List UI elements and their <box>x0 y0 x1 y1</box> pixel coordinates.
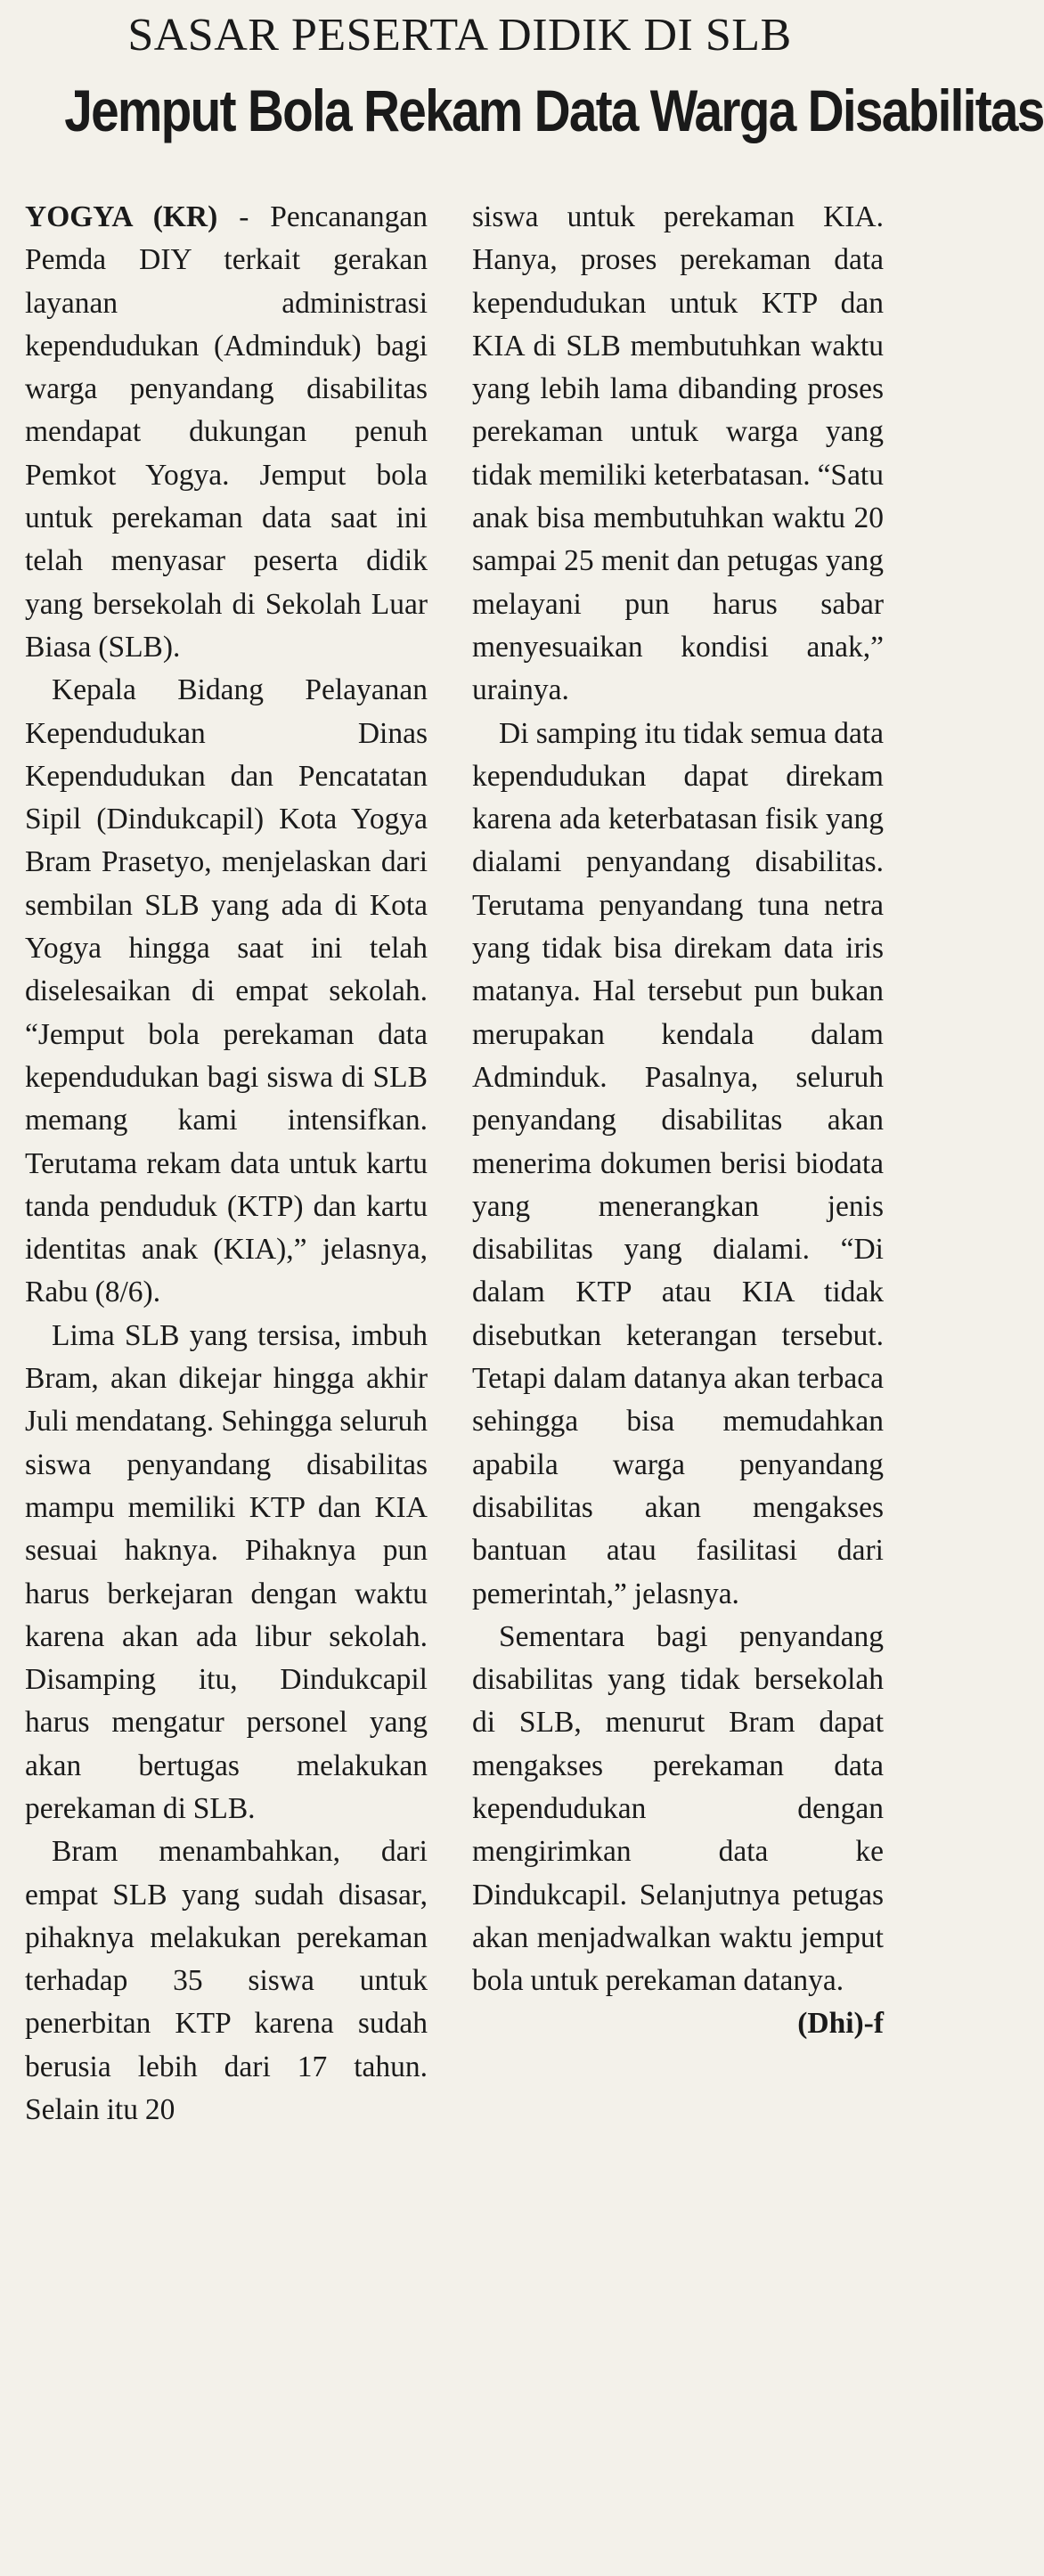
article-column-left <box>25 196 428 2132</box>
article-paragraph-3: Lima SLB yang tersisa, imbuh Bram, akan dikejar hingga akhir Juli mendatang. Sehingga seluruh siswa penyandang disabilitas mampu memiliki KTP dan KIA sesuai haknya. Pihaknya pun harus berkejaran dengan waktu karena akan ada libur sekolah. Disamping itu, Dindukcapil harus mengatur personel yang akan bertugas melakukan perekaman di SLB. <box>25 1318 428 1825</box>
article-paragraph-4-continued: siswa untuk perekaman KIA. Hanya, proses perekaman data kependudukan untuk KTP dan KIA di SLB membutuhkan waktu yang lebih lama dibanding proses perekaman untuk warga yang tidak memiliki keterbatasan. “Satu anak bisa membutuhkan waktu 20 sampai 25 menit dan petugas yang melayani pun harus sabar menyesuaikan kondisi anak,” urainya. <box>472 200 884 707</box>
article-paragraph-2: Kepala Bidang Pelayanan Kependudukan Dinas Kependudukan dan Pencatatan Sipil (Dindukcapil) Kota Yogya Bram Prasetyo, menjelaskan dari sembilan SLB yang ada di Kota Yogya hingga saat ini telah diselesaikan di empat sekolah. “Jemput bola perekaman data kependudukan bagi siswa di SLB memang kami intensifkan. Terutama rekam data untuk kartu tanda penduduk (KTP) dan kartu identitas anak (KIA),” jelasnya, Rabu (8/6). <box>25 673 428 1309</box>
article-paragraph-1-text: - Pencanangan Pemda DIY terkait gerakan layanan administrasi kependudukan (Adminduk) bagi warga penyandang disabilitas mendapat dukungan penuh Pemkot Yogya. Jemput bola untuk perekaman data saat ini telah menyasar peserta didik yang bersekolah di Sekolah Luar Biasa (SLB). <box>25 200 428 664</box>
article-column-right <box>472 196 884 2046</box>
article-dateline: YOGYA (KR) <box>25 200 218 233</box>
article-paragraph-5: Di samping itu tidak semua data kependudukan dapat direkam karena ada keterbatasan fisik yang dialami penyandang disabilitas. Terutama penyandang tuna netra yang tidak bisa direkam data iris matanya. Hal tersebut pun bukan merupakan kendala dalam Adminduk. Pasalnya, seluruh penyandang disabilitas akan menerima dokumen berisi biodata yang menerangkan jenis disabilitas yang dialami. “Di dalam KTP atau KIA tidak disebutkan keterangan tersebut. Tetapi dalam datanya akan terbaca sehingga bisa memudahkan apabila warga penyandang disabilitas akan mengakses bantuan atau fasilitasi dari pemerintah,” jelasnya. <box>472 716 884 1610</box>
article-paragraph-1 <box>25 196 428 669</box>
article-byline: (Dhi)-f <box>797 2007 884 2041</box>
article-paragraph-4: Bram menambahkan, dari empat SLB yang sudah disasar, pihaknya melakukan perekaman terhadap 35 siswa untuk penerbitan KTP karena sudah berusia lebih dari 17 tahun. Selain itu 20 <box>25 1835 428 2127</box>
article-paragraph-6 <box>472 1616 884 2041</box>
article-headline: Jemput Bola Rekam Data Warga Disabilitas <box>64 77 1044 143</box>
article-kicker: SASAR PESERTA DIDIK DI SLB <box>127 10 792 61</box>
article-paragraph-6-text: Sementara bagi penyandang disabilitas yang tidak bersekolah di SLB, menurut Bram dapat mengakses perekaman data kependudukan dengan mengirimkan data ke Dindukcapil. Selanjutnya petugas akan menjadwalkan waktu jemput bola untuk perekaman datanya. <box>472 1619 884 1998</box>
